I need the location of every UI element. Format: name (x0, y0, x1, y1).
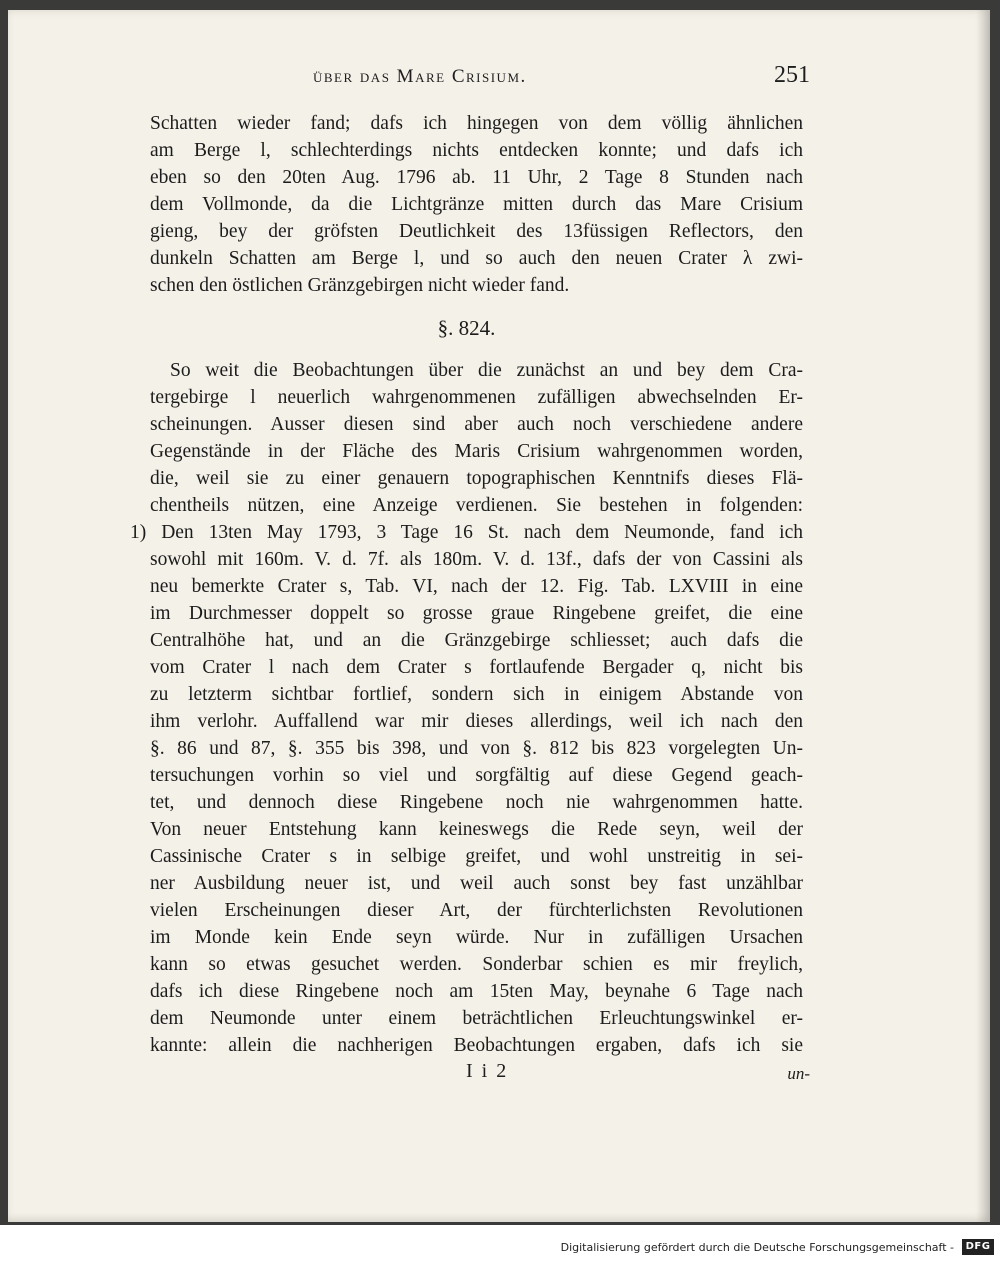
text-line: Von neuer Entstehung kann keineswegs die Rede seyn, weil der (150, 819, 803, 840)
paragraph-2 (150, 357, 803, 519)
text-line: dafs ich diese Ringebene noch am 15ten May, beynahe 6 Tage nach (150, 981, 803, 1002)
text-line: tet, und dennoch diese Ringebene noch nie wahrgenommen hatte. (150, 792, 803, 813)
paragraph-1 (150, 110, 803, 299)
text-line: im Durchmesser doppelt so grosse graue Ringebene greifet, die eine (150, 603, 803, 624)
text-line: kann so etwas gesuchet werden. Sonderbar schien es mir freylich, (150, 954, 803, 975)
text-line: Gegenstände in der Fläche des Maris Crisium wahrgenommen worden, (150, 441, 803, 462)
text-line: dunkeln Schatten am Berge l, und so auch den neuen Crater λ zwi- (150, 248, 803, 269)
running-title: über das Mare Crisium. (313, 66, 527, 87)
text-line: dem Neumonde unter einem beträchtlichen Erleuchtungswinkel er- (150, 1008, 803, 1029)
text-line: chentheils nützen, eine Anzeige verdienen. Sie bestehen in folgenden: (150, 495, 803, 516)
text-line: Schatten wieder fand; dafs ich hingegen von dem völlig ähnlichen (150, 113, 803, 134)
digitization-credit: Digitalisierung gefördert durch die Deutsche Forschungsgemeinschaft - (560, 1241, 954, 1254)
credit-bar (0, 1225, 1000, 1268)
body-text (130, 110, 803, 1059)
text-line: tergebirge l neuerlich wahrgenommenen zufälligen abwechselnden Er- (150, 387, 803, 408)
signature-mark: I i 2 (466, 1060, 509, 1082)
page-number: 251 (774, 62, 810, 88)
text-line: scheinungen. Ausser diesen sind aber auch noch verschiedene andere (150, 414, 803, 435)
text-line: Centralhöhe hat, und an die Gränzgebirge schliesset; auch dafs die (150, 630, 803, 651)
text-line: am Berge l, schlechterdings nichts entdecken konnte; und dafs ich (150, 140, 803, 161)
dfg-logo-icon: DFG (962, 1239, 994, 1255)
text-line: neu bemerkte Crater s, Tab. VI, nach der 12. Fig. Tab. LXVIII in eine (150, 576, 803, 597)
text-line: §. 86 und 87, §. 355 bis 398, und von §. 812 bis 823 vorgelegten Un- (150, 738, 803, 759)
list-item-1 (130, 519, 803, 1059)
text-line: dem Vollmonde, da die Lichtgränze mitten durch das Mare Crisium (150, 194, 803, 215)
page-footer (150, 1060, 810, 1090)
text-line: eben so den 20ten Aug. 1796 ab. 11 Uhr, 2 Tage 8 Stunden nach (150, 167, 803, 188)
text-line: tersuchungen vorhin so viel und sorgfältig auf diese Gegend geach- (150, 765, 803, 786)
text-line: 1) Den 13ten May 1793, 3 Tage 16 St. nach dem Neumonde, fand ich (130, 522, 803, 543)
text-line: gieng, bey der gröfsten Deutlichkeit des 13füssigen Reflectors, den (150, 221, 803, 242)
text-line: die, weil sie zu einer genauern topographischen Kenntnifs dieses Flä- (150, 468, 803, 489)
text-line: Cassinische Crater s in selbige greifet, und wohl unstreitig in sei- (150, 846, 803, 867)
text-line: zu letzterm sichtbar fortlief, sondern sich in einigem Abstande von (150, 684, 803, 705)
text-line: So weit die Beobachtungen über die zunächst an und bey dem Cra- (170, 360, 803, 381)
text-line: vielen Erscheinungen dieser Art, der fürchterlichsten Revolutionen (150, 900, 803, 921)
text-line: ner Ausbildung neuer ist, und weil auch sonst bey fast unzählbar (150, 873, 803, 894)
text-line: ihm verlohr. Auffallend war mir dieses allerdings, weil ich nach den (150, 711, 803, 732)
text-line: kannte: allein die nachherigen Beobachtungen ergaben, dafs ich sie (150, 1035, 803, 1056)
text-line: sowohl mit 160m. V. d. 7f. als 180m. V. d. 13f., dafs der von Cassini als (150, 549, 803, 570)
running-head (150, 62, 810, 92)
text-line: im Monde kein Ende seyn würde. Nur in zufälligen Ursachen (150, 927, 803, 948)
page-edge-shadow (976, 10, 990, 1222)
text-line: schen den östlichen Gränzgebirgen nicht wieder fand. (150, 275, 570, 296)
text-line: vom Crater l nach dem Crater s fortlaufende Bergader q, nicht bis (150, 657, 803, 678)
catchword: un- (787, 1064, 810, 1083)
section-heading: §. 824. (437, 316, 496, 340)
